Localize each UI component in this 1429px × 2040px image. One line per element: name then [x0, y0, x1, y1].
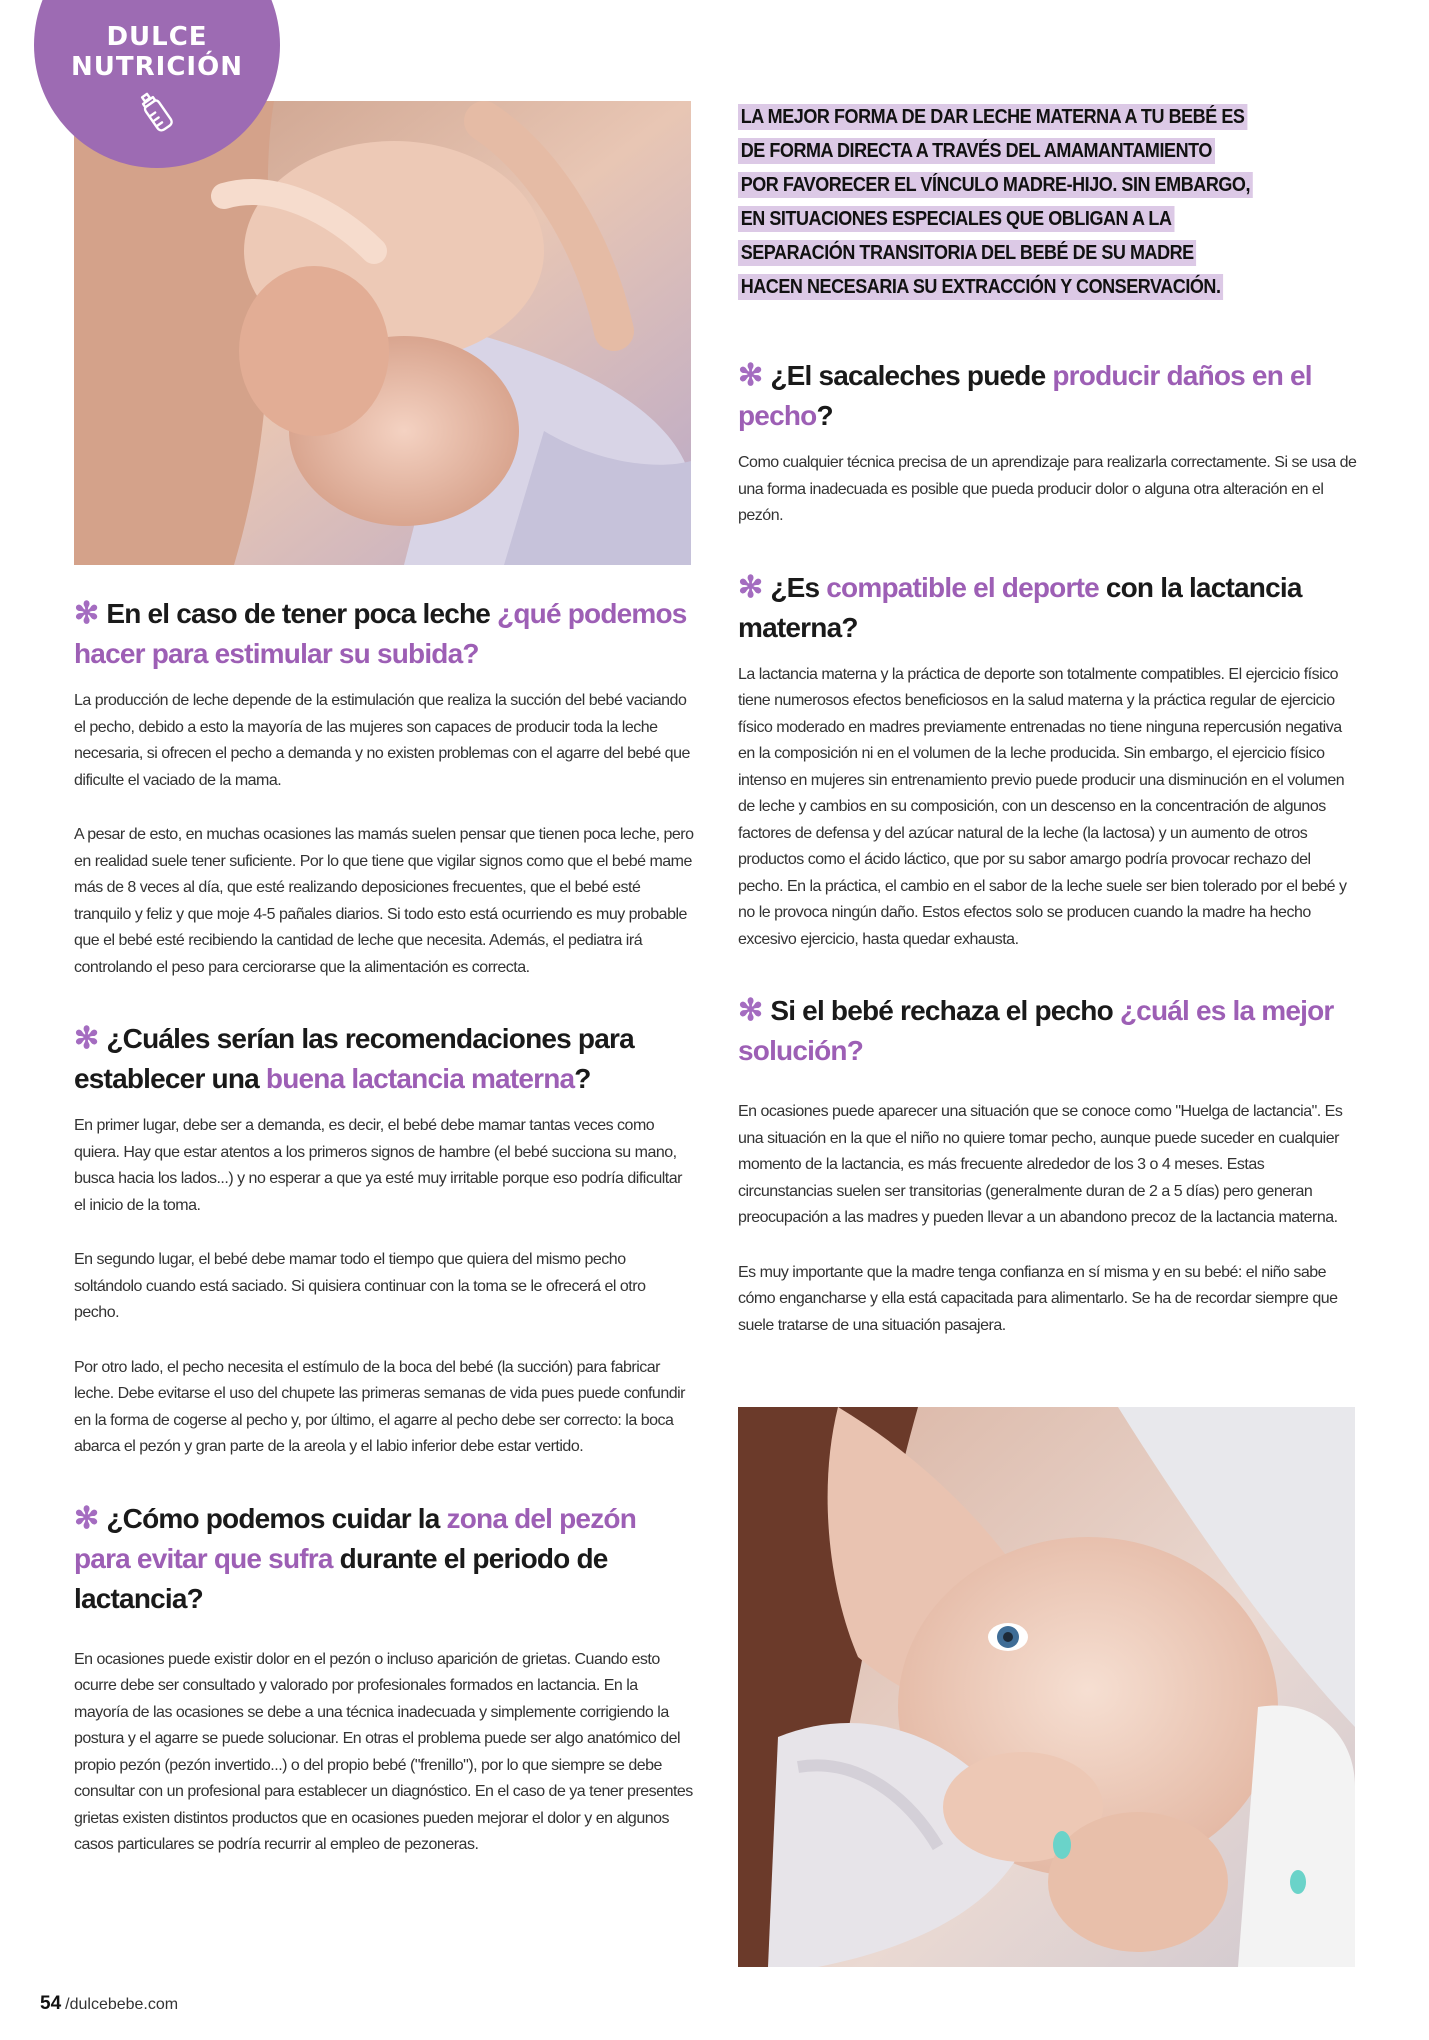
question-heading-low-milk: ✻ En el caso de tener poca leche ¿qué podemos hacer para estimular su subida? [74, 597, 687, 669]
asterisk-icon: ✻ [74, 1022, 99, 1055]
paragraph: En primer lugar, debe ser a demanda, es decir, el bebé debe mamar tantas veces como quiera. Hay que estar atentos a los primeros signos de hambre (el bebé succiona su mano, busca hacia los lados...) y no esperar a que ya esté muy irritable porque eso podría dificultar el inicio de la toma. [74, 1117, 682, 1214]
baby-bottle-icon [136, 90, 176, 134]
paragraph: En ocasiones puede existir dolor en el pezón o incluso aparición de grietas. Cuando esto ocurre debe ser consultado y valorado por profesionales formados en lactancia. En la mayoría de las ocasiones se debe a una técnica inadecuada y simplemente corrigiendo la postura y el agarre se puede solucionar. En otras el problema puede ser algo anatómico del propio pezón (pezón invertido...) o del propio bebé ("frenillo"), por lo que siempre se debe consultar con un profesional para establecer un diagnóstico. En el caso de ya tener presentes grietas existen distintos productos que en ocasiones pueden mejorar el dolor y en algunos casos particulares se podría recurrir al empleo de pezoneras. [74, 1650, 693, 1853]
question-heading-recommendations: ✻ ¿Cuáles serían las recomendaciones para establecer una buena lactancia materna? [74, 1022, 634, 1094]
left-column [74, 594, 694, 1859]
asterisk-icon: ✻ [738, 994, 763, 1027]
paragraph: La producción de leche depende de la estimulación que realiza la succión del bebé vaciando el pecho, debido a esto la mayoría de las mujeres son capaces de producir toda la leche necesaria, si ofrecen el pecho a demanda y no existen problemas con el agarre del bebé que dificulte el vaciado de la mama. [74, 692, 690, 789]
question-heading-rejection: ✻ Si el bebé rechaza el pecho ¿cuál es la mejor solución? [738, 994, 1334, 1066]
page-footer [40, 1993, 178, 2015]
paragraph: En ocasiones puede aparecer una situación que se conoce como "Huelga de lactancia". Es una situación en la que el niño no quiere tomar pecho, aunque puede suceder en cualquier momento de la lactancia, es más frecuente alrededor de los 3 o 4 meses. Estas circunstancias suelen ser transitorias (generalmente duran de 2 a 5 días) pero generan preocupación a las madres y pueden llevar a un abandono precoz de la lactancia materna. [738, 1103, 1343, 1226]
paragraph: La lactancia materna y la práctica de deporte son totalmente compatibles. El ejercicio físico tiene numerosos efectos beneficiosos en la salud materna y la práctica regular de ejercicio físico moderado en madres previamente entrenadas no tiene ninguna repercusión negativa en la composición ni en el volumen de la leche producida. Sin embargo, el ejercicio físico intenso en mujeres sin entrenamiento previo puede producir una disminución en el volumen de leche y cambios en su composición, con un descenso en la concentración de algunos factores de defensa y del azúcar natural de la leche (la lactosa) y un aumento de otros productos como el ácido láctico, que por su sabor amargo podría provocar rechazo del pecho. En la práctica, el cambio en el sabor de la leche suele ser bien tolerado por el bebé y no le provoca ningún daño. Estos efectos solo se producen cuando la madre ha hecho excesivo ejercicio, hasta quedar exhausta. [738, 665, 1347, 948]
question-heading-sport: ✻ ¿Es compatible el deporte con la lactancia materna? [738, 570, 1302, 643]
question-heading-breast-pump: ✻ ¿El sacaleches puede producir daños en el pecho? [738, 359, 1312, 431]
paragraph: En segundo lugar, el bebé debe mamar todo el tiempo que quiera del mismo pecho soltándolo cuando está saciado. Si quisiera continuar con la toma se le ofrecerá el otro pecho. [74, 1251, 646, 1321]
paragraph: Es muy importante que la madre tenga confianza en sí misma y en su bebé: el niño sabe cómo engancharse y ella está capacitada para alimentarlo. Se ha de recordar siempre que suele tratarse de una situación pasajera. [738, 1263, 1338, 1334]
paragraph: A pesar de esto, en muchas ocasiones las mamás suelen pensar que tienen poca leche, pero en realidad suele tener suficiente. Por lo que tiene que vigilar signos como que el bebé mame más de 8 veces al día, que esté realizando deposiciones frecuentes, que el bebé esté tranquilo y feliz y que moje 4-5 pañales diarios. Si todo esto está ocurriendo es muy probable que el bebé esté recibiendo la cantidad de leche que necesita. Además, el pediatra irá controlando el peso para cerciorarse que la alimentación es correcta. [74, 826, 694, 976]
breastfeeding-photo-bottom [738, 1407, 1355, 1967]
section-badge-title: DULCE NUTRICIÓN [71, 22, 243, 82]
asterisk-icon: ✻ [738, 570, 763, 604]
site-url: /dulcebebe.com [65, 1996, 179, 2013]
asterisk-icon: ✻ [74, 597, 99, 630]
asterisk-icon: ✻ [738, 359, 763, 392]
breastfeeding-photo-top [74, 101, 691, 565]
page-number: 54 [40, 1993, 62, 2014]
paragraph: Como cualquier técnica precisa de un aprendizaje para realizarla correctamente. Si se usa de una forma inadecuada es posible que pueda producir dolor o alguna otra alteración en el pezón. [738, 454, 1357, 524]
right-column [738, 100, 1358, 1339]
question-heading-nipple-care: ✻ ¿Cómo podemos cuidar la zona del pezón para evitar que sufra durante el periodo de lactancia? [74, 1501, 637, 1614]
paragraph: Por otro lado, el pecho necesita el estímulo de la boca del bebé (la succión) para fabricar leche. Debe evitarse el uso del chupete las primeras semanas de vida pues puede confundir en la forma de cogerse al pecho y, por último, el agarre al pecho debe ser correcto: la boca abarca el pezón y gran parte de la areola y el labio inferior debe estar vertido. [74, 1358, 686, 1455]
asterisk-icon: ✻ [74, 1501, 99, 1535]
intro-highlight: LA MEJOR FORMA DE DAR LECHE MATERNA A TU BEBÉ ES DE FORMA DIRECTA A TRAVÉS DEL AMAMANTAMIENTO POR FAVORECER EL VÍNCULO MADRE-HIJO. SIN EMBARGO, EN SITUACIONES ESPECIALES QUE OBLIGAN A LA SEPARACIÓN TRANSITORIA DEL BEBÉ DE SU MADRE HACEN NECESARIA SU EXTRACCIÓN Y CONSERVACIÓN. [738, 100, 1251, 304]
